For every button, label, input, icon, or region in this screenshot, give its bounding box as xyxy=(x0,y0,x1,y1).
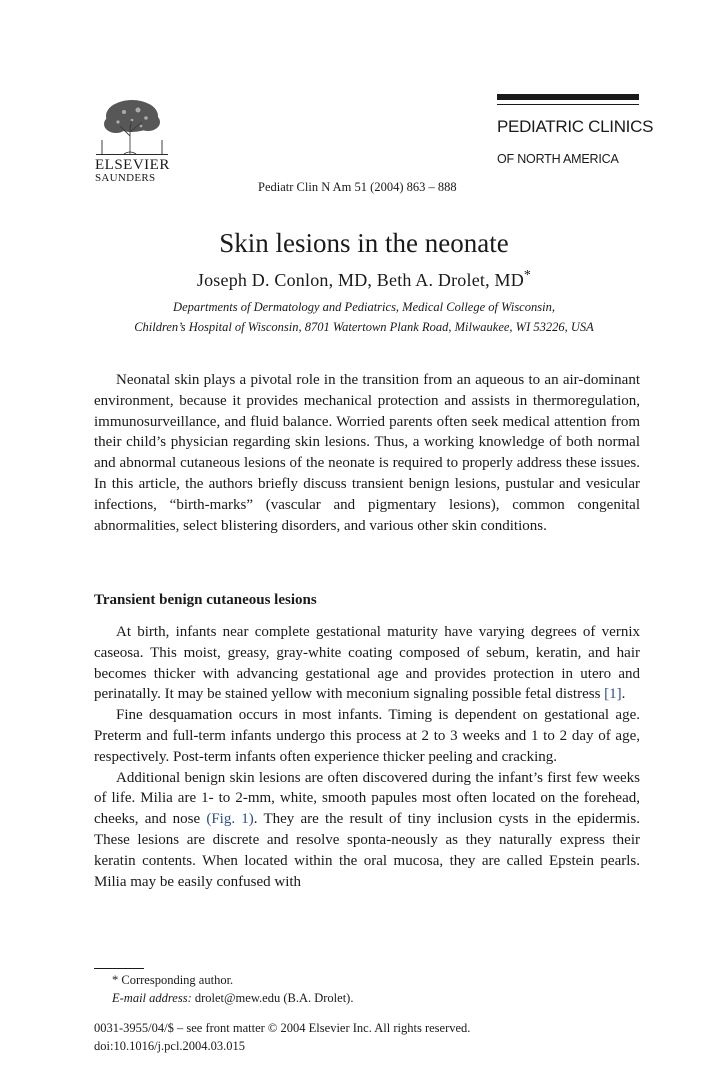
publisher-name: ELSEVIER xyxy=(95,157,170,173)
affiliation-line-1: Departments of Dermatology and Pediatrics, Medical College of Wisconsin, xyxy=(173,300,555,314)
corresponding-author-mark: * xyxy=(523,268,532,283)
body-paragraph-2: Fine desquamation occurs in most infants. Timing is dependent on gestational age. Preterm and full-term infants undergo this process at 2 to 3 weeks and 1 to 2 day of age, respectively. Post-term infants often experience thicker peeling and cracking. xyxy=(94,707,640,765)
email-value: drolet@mew.edu (B.A. Drolet). xyxy=(194,991,354,1005)
doi-line: doi:10.1016/j.pcl.2004.03.015 xyxy=(94,1039,246,1053)
reference-link-1[interactable]: [1] xyxy=(604,686,622,703)
publisher-imprint: SAUNDERS xyxy=(95,172,156,184)
footnote-rule xyxy=(94,968,144,969)
abstract xyxy=(94,370,640,536)
article-authors xyxy=(0,268,728,291)
affiliation-line-2: Children’s Hospital of Wisconsin, 8701 Watertown Plank Road, Milwaukee, WI 53226, USA xyxy=(134,320,594,334)
elsevier-tree-logo xyxy=(94,96,170,156)
journal-citation: Pediatr Clin N Am 51 (2004) 863 – 888 xyxy=(258,180,457,194)
paragraph-3-text-a: Additional benign skin lesions are often discovered during the infant’s first few weeks of life. Milia are 1- to 2-mm, white, smooth papules most often located on the forehead, cheeks, and nose xyxy=(94,769,640,828)
section-body xyxy=(94,622,640,892)
copyright-line: 0031-3955/04/$ – see front matter © 2004 Elsevier Inc. All rights reserved. xyxy=(94,1021,471,1035)
journal-subtitle: OF NORTH AMERICA xyxy=(497,152,619,166)
body-paragraph-3 xyxy=(94,768,640,893)
journal-rule-thin xyxy=(497,104,639,105)
section-heading: Transient benign cutaneous lesions xyxy=(94,592,317,608)
article-title: Skin lesions in the neonate xyxy=(219,228,509,258)
footnote-email xyxy=(112,991,353,1006)
paragraph-1-text: At birth, infants near complete gestational maturity have varying degrees of vernix caseosa. This moist, greasy, gray-white coating composed of sebum, keratin, and hair becomes thicker with advancing gestational age and provides protection in utero and perinatally. It may be stained yellow with meconium signaling possible fetal distress xyxy=(94,624,640,703)
paragraph-3-text-b: . They are the result of tiny inclusion cysts in the epidermis. These lesions are discrete and resolve sponta-neously as they naturally express their keratin contents. When located within the oral mucosa, they are called Epstein pearls. Milia may be easily confused with xyxy=(94,811,640,890)
journal-title: PEDIATRIC CLINICS xyxy=(497,117,654,136)
body-paragraph-1 xyxy=(94,622,640,705)
figure-1-link[interactable]: (Fig. 1) xyxy=(206,811,254,828)
author-names: Joseph D. Conlon, MD, Beth A. Drolet, MD xyxy=(196,270,524,290)
paragraph-1-end: . xyxy=(621,686,626,703)
email-label: E-mail address: xyxy=(112,991,192,1005)
journal-rule-thick xyxy=(497,94,639,100)
footnote-corresponding: * Corresponding author. xyxy=(112,973,234,987)
abstract-text: Neonatal skin plays a pivotal role in the transition from an aqueous to an air-dominant environment, because it provides mechanical protection and assists in thermoregulation, immunosurveillance, and fluid balance. Worried parents often seek medical attention from their child’s physician regarding skin lesions. Thus, a working knowledge of both normal and abnormal cutaneous lesions of the neonate is required to properly address these issues. In this article, the authors briefly discuss transient benign lesions, pustular and vesicular infections, “birth-marks” (vascular and pigmentary lesions), common congenital abnormalities, select blistering disorders, and various other skin conditions. xyxy=(94,372,640,534)
